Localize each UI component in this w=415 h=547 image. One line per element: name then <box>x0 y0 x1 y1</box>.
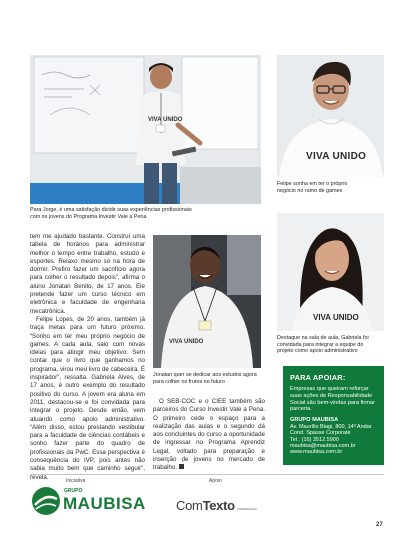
end-mark <box>179 464 184 469</box>
comtexto-logo-b: Texto <box>202 498 235 513</box>
support-box-address2: Cond. Spasse Corporate <box>290 430 351 437</box>
page-number: 27 <box>376 522 383 528</box>
shirt-print: VIVA UNIDO <box>306 151 367 162</box>
photo-jonatan <box>153 235 261 368</box>
comtexto-logo-a: Com <box>176 498 203 513</box>
comtexto-logo-sub: COMUNICAÇÃO <box>237 508 257 511</box>
maubisa-logo-small: GRUPO <box>64 488 83 494</box>
support-box-email[interactable]: maubisa@maubisa.com.br <box>290 442 356 449</box>
article-column-1 <box>30 233 145 482</box>
comtexto-logo <box>176 497 266 517</box>
support-box-address1: Av. Maurílio Biagi, 800, 14º Andar <box>290 423 372 430</box>
support-box-phone: Tel.: (16) 3512.5900 <box>290 436 339 443</box>
shirt-print: VIVA UNIDO <box>169 339 204 345</box>
shirt-print: VIVA UNIDO <box>148 117 183 123</box>
maubisa-emblem-icon <box>31 486 61 516</box>
caption-jorge: Para Jorge, é uma satisfação dividir suas experiências profissionais com os jovens do Programa Investir Vale a Pena <box>30 207 192 220</box>
support-box-org: GRUPO MAUBISA <box>290 417 339 424</box>
paragraph: Felipe Lopes, de 20 anos, também já traça metas para um futuro próximo. “Sonho em ter meu próprio negócio de games. A cada aula, saio com novas ideias para atingir meu objetivo. Sem contar que o livro que ganhamos no programa, virou meu livro de cabeceira. É inspirador”, ressalta. Gabriela Alves, de 17 anos, é outro exemplo do resultado positivo do curso. A jovem era aluna em 2011, destacou-se e foi convidada para integrar o projeto. Desde então, vem atuando como apoio administrativo. “Além disso, estou prestando vestibular para a faculdade de ciências contábeis e sonho fazer parte do quadro de profissionais da PwC. Essa perspectiva é consequência do IVP, pois antes não sabia muito bem que caminho seguir”, revela. <box>30 315 145 481</box>
photo-jorge-classroom <box>30 55 261 204</box>
caption-gabriela: Destaque na sala de aula, Gabriela foi convidada para integrar a equipe do projeto como apoio administrativo <box>277 335 369 355</box>
caption-felipe: Felipe sonha em ter o próprio negócio no ramo de games <box>277 181 348 194</box>
support-box-title: PARA APOIAR: <box>290 373 346 382</box>
paragraph: tem me ajudado bastante. Construí uma tabela de horários para administrar melhor o tempo entre trabalho, estudo e esportes. Relaxo mesmo só na hora de dormir. Prefiro fazer um sacrifício agora para colher o resultado depois”, afirma o aluno Jonatan Benito, de 17 anos. Ele pretende fazer um curso técnico em eletrônica e faculdade de engenharia mecatrônica. <box>30 233 145 315</box>
article-column-2 <box>153 398 265 473</box>
footer-apoio-label: Apoio <box>209 478 222 484</box>
caption-jonatan: Jonatan quer se dedicar aos estudos agora para colher os frutos no futuro <box>153 372 257 385</box>
paragraph: O SEB-COC e o CIEE também são parceiros do Curso Investir Vale a Pena. O primeiro cede o espaço para a realização das aulas e o segundo dá aos concluintes do curso a oportunidade de ingressar no Programa Aprendiz Legal, voltado para preparação e inserção de jovens no mercado de trabalho. <box>153 398 265 472</box>
photo-gabriela <box>277 213 384 331</box>
footer-iniciativa-label: Iniciativa <box>66 478 86 484</box>
maubisa-logo-text: MAUBISA <box>63 494 146 513</box>
support-info-box <box>283 366 384 465</box>
photo-felipe <box>277 55 384 177</box>
maubisa-logo <box>31 486 149 516</box>
shirt-print: VIVA UNIDO <box>313 313 359 322</box>
support-box-text: Empresas que queiram reforçar suas ações de Responsabilidade Social são bem-vindas para firmar parceria. <box>290 386 375 413</box>
support-box-website[interactable]: www.maubisa.com.br <box>290 449 343 456</box>
footer-divider <box>30 474 384 475</box>
